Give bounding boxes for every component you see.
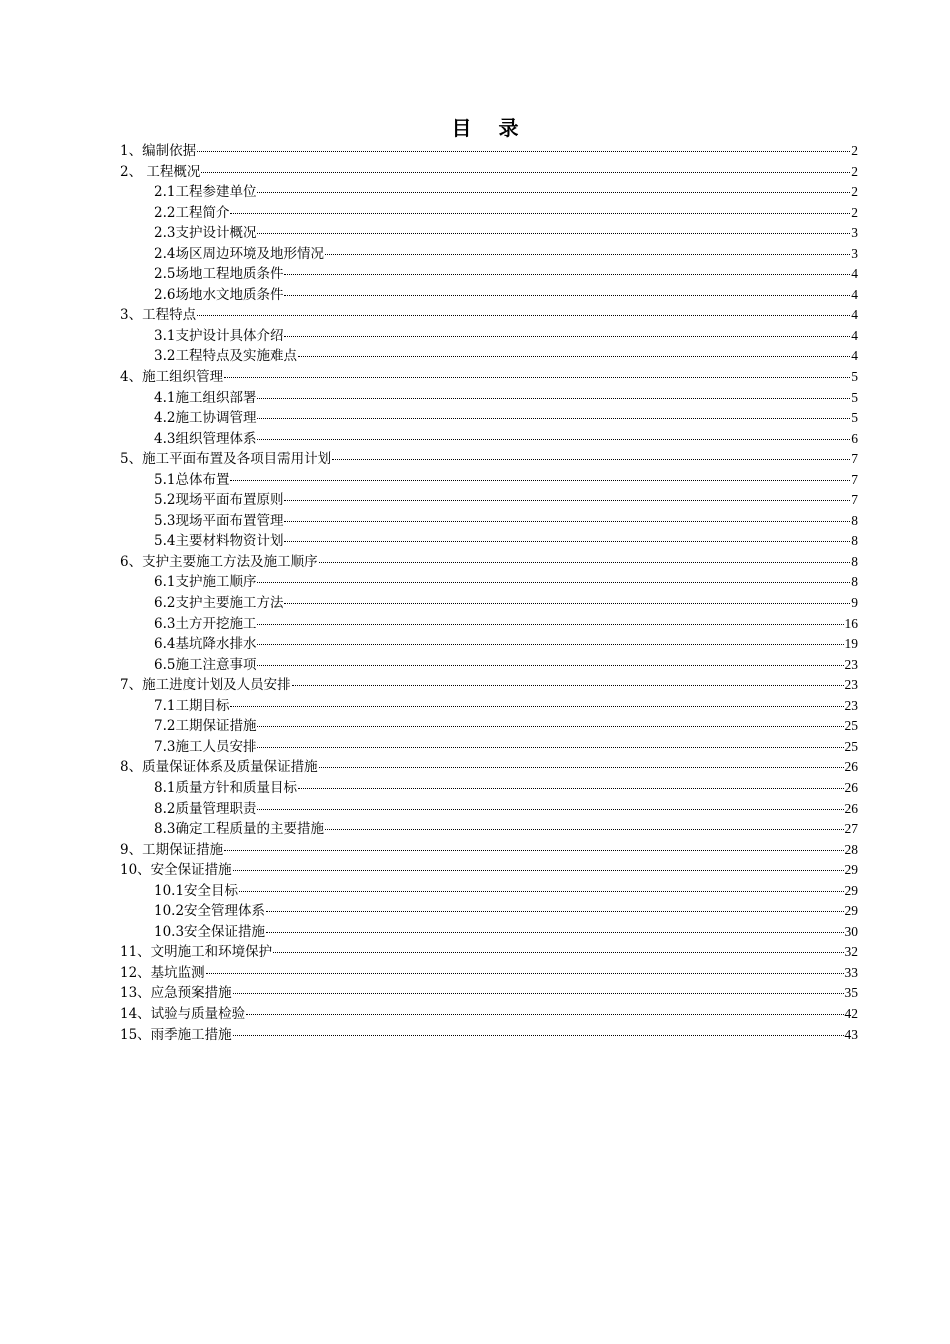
dot-leader bbox=[230, 706, 843, 707]
toc-entry[interactable] bbox=[120, 470, 858, 491]
dot-leader bbox=[257, 418, 850, 419]
toc-entry-label: 5、施工平面布置及各项目需用计划 bbox=[120, 451, 332, 468]
toc-entry[interactable] bbox=[120, 285, 858, 306]
dot-leader bbox=[257, 809, 843, 810]
dot-leader bbox=[292, 685, 844, 686]
toc-entry-page-number: 26 bbox=[844, 759, 858, 775]
dot-leader bbox=[233, 1035, 844, 1036]
toc-entry[interactable] bbox=[120, 1025, 858, 1046]
toc-entry-label: 8.1质量方针和质量目标 bbox=[154, 779, 297, 796]
toc-entry-label: 3、工程特点 bbox=[120, 307, 197, 324]
toc-entry[interactable] bbox=[120, 305, 858, 326]
toc-entry[interactable] bbox=[120, 367, 858, 388]
toc-entry-label: 2.3支护设计概况 bbox=[154, 225, 257, 242]
toc-entry-page-number: 7 bbox=[851, 451, 858, 467]
table-of-contents bbox=[120, 141, 858, 1045]
dot-leader bbox=[233, 870, 844, 871]
toc-entry[interactable] bbox=[120, 223, 858, 244]
dot-leader bbox=[257, 726, 843, 727]
toc-entry-page-number: 33 bbox=[844, 964, 858, 980]
toc-entry-label: 3.1支护设计具体介绍 bbox=[154, 327, 284, 344]
toc-entry-page-number: 25 bbox=[844, 718, 858, 734]
toc-entry-label: 2.2工程简介 bbox=[154, 204, 230, 221]
toc-entry[interactable] bbox=[120, 408, 858, 429]
toc-entry-label: 15、雨季施工措施 bbox=[120, 1026, 232, 1043]
toc-entry[interactable] bbox=[120, 737, 858, 758]
dot-leader bbox=[284, 336, 850, 337]
toc-entry-label: 2.6场地水文地质条件 bbox=[154, 286, 284, 303]
toc-entry[interactable] bbox=[120, 901, 858, 922]
toc-entry[interactable] bbox=[120, 634, 858, 655]
toc-entry-label: 7.2工期保证措施 bbox=[154, 718, 257, 735]
toc-entry-page-number: 2 bbox=[851, 184, 858, 200]
toc-entry-label: 2.5场地工程地质条件 bbox=[154, 266, 284, 283]
toc-title: 目 录 bbox=[451, 116, 529, 140]
dot-leader bbox=[257, 192, 850, 193]
dot-leader bbox=[197, 315, 850, 316]
dot-leader bbox=[230, 480, 850, 481]
dot-leader bbox=[224, 377, 850, 378]
toc-entry[interactable] bbox=[120, 983, 858, 1004]
toc-entry[interactable] bbox=[120, 778, 858, 799]
dot-leader bbox=[273, 952, 843, 953]
toc-entry[interactable] bbox=[120, 141, 858, 162]
toc-entry[interactable] bbox=[120, 716, 858, 737]
dot-leader bbox=[266, 911, 843, 912]
dot-leader bbox=[257, 665, 843, 666]
toc-entry-page-number: 8 bbox=[851, 574, 858, 590]
dot-leader bbox=[284, 295, 850, 296]
toc-entry-page-number: 7 bbox=[851, 471, 858, 487]
toc-entry-page-number: 3 bbox=[851, 225, 858, 241]
toc-entry-page-number: 23 bbox=[844, 697, 858, 713]
toc-entry[interactable] bbox=[120, 531, 858, 552]
toc-entry[interactable] bbox=[120, 346, 858, 367]
toc-entry-page-number: 5 bbox=[851, 389, 858, 405]
toc-entry-page-number: 7 bbox=[851, 492, 858, 508]
toc-entry[interactable] bbox=[120, 942, 858, 963]
dot-leader bbox=[325, 829, 844, 830]
toc-entry-label: 8.2质量管理职责 bbox=[154, 800, 257, 817]
toc-entry-label: 1、编制依据 bbox=[120, 143, 197, 159]
toc-entry-page-number: 42 bbox=[844, 1005, 858, 1021]
toc-entry-page-number: 4 bbox=[851, 286, 858, 302]
toc-entry-label: 10.1安全目标 bbox=[154, 882, 239, 899]
toc-entry-label: 4.3组织管理体系 bbox=[154, 430, 257, 447]
toc-entry[interactable] bbox=[120, 572, 858, 593]
dot-leader bbox=[325, 254, 850, 255]
toc-entry-label: 7、施工进度计划及人员安排 bbox=[120, 677, 291, 694]
toc-entry-page-number: 25 bbox=[844, 738, 858, 754]
toc-entry-label: 8.3确定工程质量的主要措施 bbox=[154, 821, 324, 838]
toc-entry-label: 6.3土方开挖施工 bbox=[154, 615, 257, 632]
toc-entry[interactable] bbox=[120, 655, 858, 676]
toc-entry-label: 3.2工程特点及实施难点 bbox=[154, 348, 297, 365]
toc-entry-label: 5.1总体布置 bbox=[154, 471, 230, 488]
dot-leader bbox=[332, 459, 850, 460]
dot-leader bbox=[257, 582, 850, 583]
toc-entry-label: 2.4场区周边环境及地形情况 bbox=[154, 245, 324, 262]
dot-leader bbox=[224, 850, 843, 851]
toc-entry-label: 6、支护主要施工方法及施工顺序 bbox=[120, 553, 318, 570]
toc-entry[interactable] bbox=[120, 388, 858, 409]
dot-leader bbox=[246, 1014, 843, 1015]
toc-entry-label: 4.2施工协调管理 bbox=[154, 410, 257, 427]
toc-entry-page-number: 3 bbox=[851, 245, 858, 261]
dot-leader bbox=[257, 233, 850, 234]
toc-entry-page-number: 43 bbox=[844, 1026, 858, 1042]
toc-entry-label: 6.1支护施工顺序 bbox=[154, 574, 257, 591]
toc-entry-page-number: 23 bbox=[844, 677, 858, 693]
dot-leader bbox=[257, 398, 850, 399]
dot-leader bbox=[319, 562, 851, 563]
toc-entry-page-number: 2 bbox=[851, 163, 858, 179]
toc-entry-label: 5.2现场平面布置原则 bbox=[154, 492, 284, 509]
dot-leader bbox=[206, 973, 844, 974]
toc-entry[interactable] bbox=[120, 840, 858, 861]
toc-entry-label: 7.3施工人员安排 bbox=[154, 738, 257, 755]
toc-entry-label: 4、施工组织管理 bbox=[120, 369, 224, 386]
toc-entry[interactable] bbox=[120, 182, 858, 203]
toc-entry[interactable] bbox=[120, 490, 858, 511]
toc-entry[interactable] bbox=[120, 757, 858, 778]
toc-entry-page-number: 29 bbox=[844, 862, 858, 878]
dot-leader bbox=[319, 767, 844, 768]
toc-entry-page-number: 23 bbox=[844, 656, 858, 672]
toc-entry-label: 12、基坑监测 bbox=[120, 964, 205, 981]
dot-leader bbox=[239, 891, 843, 892]
toc-entry-label: 10.2安全管理体系 bbox=[154, 903, 266, 920]
toc-entry-label: 7.1工期目标 bbox=[154, 697, 230, 714]
toc-entry-page-number: 6 bbox=[851, 430, 858, 446]
toc-entry-label: 2.1工程参建单位 bbox=[154, 184, 257, 201]
toc-entry[interactable] bbox=[120, 860, 858, 881]
toc-entry-label: 13、应急预案措施 bbox=[120, 985, 232, 1002]
toc-entry-page-number: 4 bbox=[851, 348, 858, 364]
toc-entry[interactable] bbox=[120, 799, 858, 820]
dot-leader bbox=[266, 932, 843, 933]
toc-entry-page-number: 9 bbox=[851, 595, 858, 611]
toc-entry[interactable] bbox=[120, 922, 858, 943]
dot-leader bbox=[284, 603, 850, 604]
toc-entry-label: 6.2支护主要施工方法 bbox=[154, 595, 284, 612]
toc-entry[interactable] bbox=[120, 244, 858, 265]
toc-entry-page-number: 26 bbox=[844, 800, 858, 816]
toc-entry-page-number: 19 bbox=[844, 636, 858, 652]
toc-entry[interactable] bbox=[120, 675, 858, 696]
toc-entry-label: 11、文明施工和环境保护 bbox=[120, 944, 273, 961]
toc-entry[interactable] bbox=[120, 429, 858, 450]
dot-leader bbox=[284, 500, 850, 501]
dot-leader bbox=[284, 274, 850, 275]
toc-entry-page-number: 16 bbox=[844, 615, 858, 631]
toc-entry-page-number: 5 bbox=[851, 369, 858, 385]
toc-entry-page-number: 4 bbox=[851, 327, 858, 343]
toc-entry-page-number: 30 bbox=[844, 923, 858, 939]
dot-leader bbox=[233, 993, 844, 994]
toc-entry-label: 4.1施工组织部署 bbox=[154, 389, 257, 406]
toc-entry-page-number: 29 bbox=[844, 882, 858, 898]
toc-entry-label: 9、工期保证措施 bbox=[120, 841, 224, 858]
toc-entry-label: 14、试验与质量检验 bbox=[120, 1005, 246, 1022]
toc-entry-label: 10.3安全保证措施 bbox=[154, 923, 266, 940]
dot-leader bbox=[197, 151, 850, 152]
toc-entry[interactable] bbox=[120, 264, 858, 285]
toc-entry-label: 5.3现场平面布置管理 bbox=[154, 512, 284, 529]
toc-entry-label: 10、安全保证措施 bbox=[120, 862, 232, 879]
toc-entry[interactable] bbox=[120, 881, 858, 902]
toc-entry[interactable] bbox=[120, 162, 858, 183]
toc-entry[interactable] bbox=[120, 1004, 858, 1025]
dot-leader bbox=[298, 788, 844, 789]
toc-entry-page-number: 27 bbox=[844, 821, 858, 837]
dot-leader bbox=[284, 541, 850, 542]
toc-entry-page-number: 4 bbox=[851, 266, 858, 282]
toc-entry-page-number: 32 bbox=[844, 944, 858, 960]
toc-entry[interactable] bbox=[120, 511, 858, 532]
toc-entry-label: 8、质量保证体系及质量保证措施 bbox=[120, 759, 318, 776]
toc-entry-page-number: 29 bbox=[844, 903, 858, 919]
toc-entry[interactable] bbox=[120, 552, 858, 573]
toc-entry-page-number: 26 bbox=[844, 779, 858, 795]
dot-leader bbox=[201, 172, 850, 173]
toc-entry[interactable] bbox=[120, 819, 858, 840]
toc-entry[interactable] bbox=[120, 326, 858, 347]
toc-entry-page-number: 8 bbox=[851, 512, 858, 528]
toc-entry-page-number: 5 bbox=[851, 410, 858, 426]
toc-entry-page-number: 35 bbox=[844, 985, 858, 1001]
toc-entry-page-number: 4 bbox=[851, 307, 858, 323]
dot-leader bbox=[298, 356, 850, 357]
toc-entry[interactable] bbox=[120, 449, 858, 470]
dot-leader bbox=[257, 747, 843, 748]
toc-entry-label: 2、 工程概况 bbox=[120, 163, 201, 180]
toc-entry-label: 6.4基坑降水排水 bbox=[154, 636, 257, 653]
toc-entry-label: 6.5施工注意事项 bbox=[154, 656, 257, 673]
toc-entry-page-number: 2 bbox=[851, 204, 858, 220]
toc-entry-label: 5.4主要材料物资计划 bbox=[154, 533, 284, 550]
toc-entry[interactable] bbox=[120, 203, 858, 224]
toc-entry[interactable] bbox=[120, 696, 858, 717]
toc-entry-page-number: 8 bbox=[851, 533, 858, 549]
dot-leader bbox=[257, 439, 850, 440]
toc-entry-page-number: 28 bbox=[844, 841, 858, 857]
toc-entry[interactable] bbox=[120, 593, 858, 614]
toc-entry[interactable] bbox=[120, 963, 858, 984]
dot-leader bbox=[257, 624, 843, 625]
toc-entry-page-number: 8 bbox=[851, 553, 858, 569]
dot-leader bbox=[257, 644, 843, 645]
dot-leader bbox=[284, 521, 850, 522]
dot-leader bbox=[230, 213, 850, 214]
toc-entry[interactable] bbox=[120, 614, 858, 635]
toc-entry-page-number: 2 bbox=[851, 143, 858, 158]
